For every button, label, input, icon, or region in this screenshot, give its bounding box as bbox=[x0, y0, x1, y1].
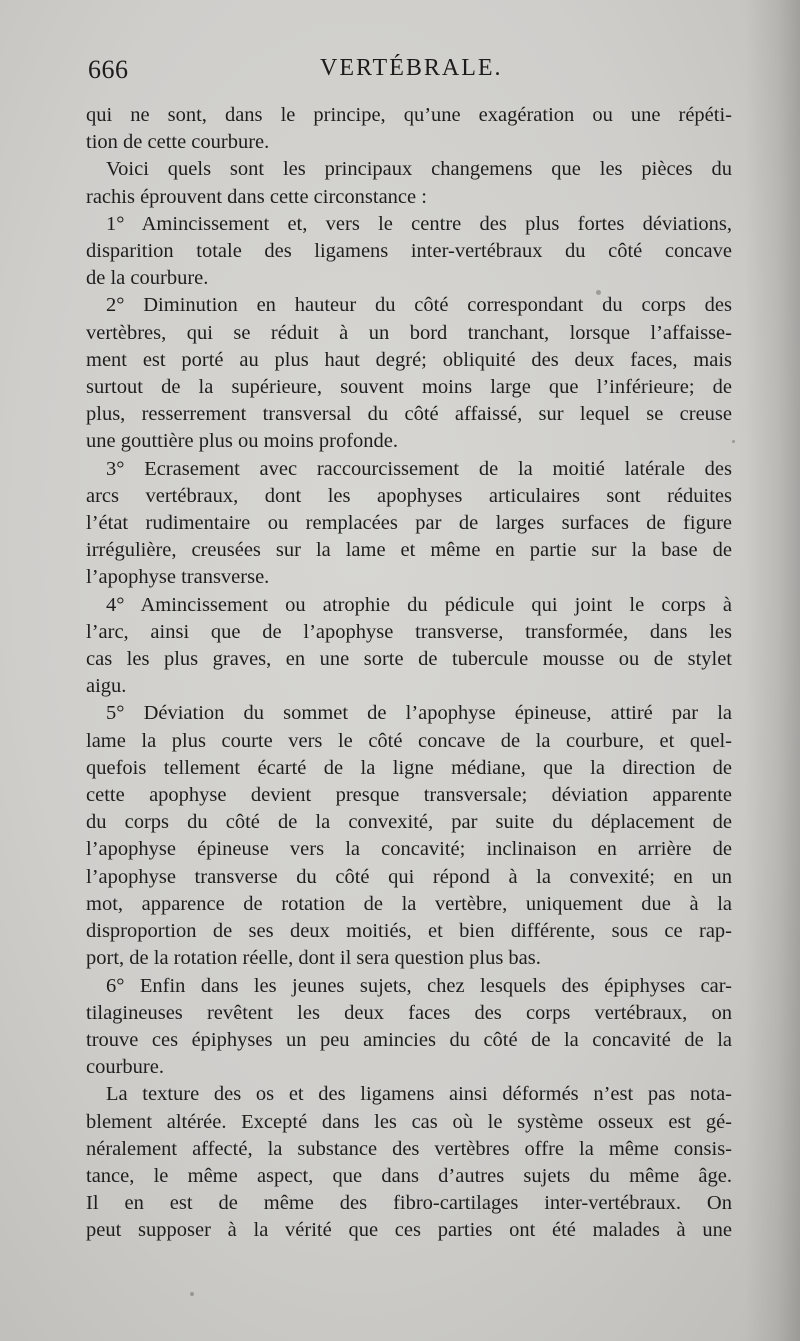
paragraph bbox=[86, 292, 732, 455]
paper-speck bbox=[190, 1292, 194, 1296]
text-line: qui ne sont, dans le principe, qu’une exagération ou une répéti- bbox=[86, 104, 732, 126]
page-number: 666 bbox=[88, 55, 129, 84]
text-line: disparition totale des ligamens inter-vertébraux du côté concave bbox=[86, 240, 732, 263]
text-line: du corps du côté de la convexité, par suite du déplacement de bbox=[86, 811, 732, 834]
text-line: l’état rudimentaire ou remplacées par de larges surfaces de figure bbox=[86, 512, 732, 535]
paragraph bbox=[86, 456, 732, 592]
text-line: trouve ces épiphyses un peu amincies du côté de la concavité de la bbox=[86, 1028, 732, 1051]
text-line: peut supposer à la vérité que ces parties ont été malades à une bbox=[86, 1219, 732, 1242]
text-line: l’arc, ainsi que de l’apophyse transverse, transformée, dans les bbox=[86, 620, 732, 643]
text-line: Il en est de même des fibro-cartilages inter-vertébraux. On bbox=[86, 1192, 732, 1215]
text-line: mot, apparence de rotation de la vertèbre, uniquement due à la bbox=[86, 892, 732, 915]
page-edge-shadow bbox=[745, 0, 800, 1341]
text-line: de la courbure. bbox=[86, 267, 209, 290]
text-line: cette apophyse devient presque transversale; déviation apparente bbox=[86, 784, 732, 807]
text-line: 5° Déviation du sommet de l’apophyse épineuse, attiré par la bbox=[106, 702, 732, 725]
text-line: La texture des os et des ligamens ainsi déformés n’est pas nota- bbox=[106, 1083, 732, 1106]
text-line: l’apophyse épineuse vers la concavité; inclinaison en arrière de bbox=[86, 838, 732, 861]
paper-speck bbox=[732, 440, 735, 443]
text-line: néralement affecté, la substance des vertèbres offre la même consis- bbox=[86, 1137, 732, 1160]
page-header bbox=[88, 55, 728, 89]
text-line: quefois tellement écarté de la ligne médiane, que la direction de bbox=[86, 756, 732, 779]
paper-speck bbox=[596, 290, 601, 295]
text-line: blement altérée. Excepté dans les cas où le système osseux est gé- bbox=[86, 1110, 732, 1133]
text-line: aigu. bbox=[86, 675, 127, 698]
paragraph bbox=[86, 592, 732, 701]
body-text bbox=[86, 102, 732, 1245]
text-line: lame la plus courte vers le côté concave de la courbure, et quel- bbox=[86, 729, 732, 752]
text-line: courbure. bbox=[86, 1056, 164, 1079]
paragraph bbox=[86, 211, 732, 293]
paragraph bbox=[86, 700, 732, 972]
running-head: VERTÉBRALE. bbox=[320, 55, 503, 81]
paragraph bbox=[86, 1081, 732, 1244]
text-line: plus, resserrement transversal du côté affaissé, sur lequel se creuse bbox=[86, 403, 732, 426]
text-line: 1° Amincissement et, vers le centre des plus fortes déviations, bbox=[106, 212, 732, 235]
text-line: une gouttière plus ou moins profonde. bbox=[86, 430, 399, 453]
text-line: disproportion de ses deux moitiés, et bien différente, sous ce rap- bbox=[86, 920, 732, 943]
text-line: vertèbres, qui se réduit à un bord tranchant, lorsque l’affaisse- bbox=[86, 321, 732, 344]
text-line: cas les plus graves, en une sorte de tubercule mousse ou de stylet bbox=[86, 648, 732, 671]
text-line: arcs vertébraux, dont les apophyses articulaires sont réduites bbox=[86, 484, 732, 507]
text-line: 6° Enfin dans les jeunes sujets, chez lesquels des épiphyses car- bbox=[106, 974, 732, 997]
text-line: tance, le même aspect, que dans d’autres sujets du même âge. bbox=[86, 1164, 732, 1187]
paragraph bbox=[86, 973, 732, 1082]
paragraph bbox=[86, 156, 732, 210]
text-line: Voici quels sont les principaux changemens que les pièces du bbox=[106, 158, 732, 181]
text-line: ment est porté au plus haut degré; obliquité des deux faces, mais bbox=[86, 348, 732, 371]
text-line: l’apophyse transverse du côté qui répond à la convexité; en un bbox=[86, 865, 732, 888]
text-line: rachis éprouvent dans cette circonstance : bbox=[86, 185, 427, 208]
text-line: port, de la rotation réelle, dont il sera question plus bas. bbox=[86, 947, 541, 970]
text-line: irrégulière, creusées sur la lame et même en partie sur la base de bbox=[86, 539, 732, 562]
text-line: 2° Diminution en hauteur du côté correspondant du corps des bbox=[106, 294, 732, 317]
text-line: l’apophyse transverse. bbox=[86, 566, 270, 589]
paragraph bbox=[86, 102, 732, 156]
text-line: tilagineuses revêtent les deux faces des corps vertébraux, on bbox=[86, 1001, 732, 1024]
text-line: tion de cette courbure. bbox=[86, 131, 270, 154]
text-line: surtout de la supérieure, souvent moins large que l’inférieure; de bbox=[86, 376, 732, 399]
text-line: 4° Amincissement ou atrophie du pédicule qui joint le corps à bbox=[106, 593, 732, 616]
text-line: 3° Ecrasement avec raccourcissement de la moitié latérale des bbox=[106, 457, 732, 480]
